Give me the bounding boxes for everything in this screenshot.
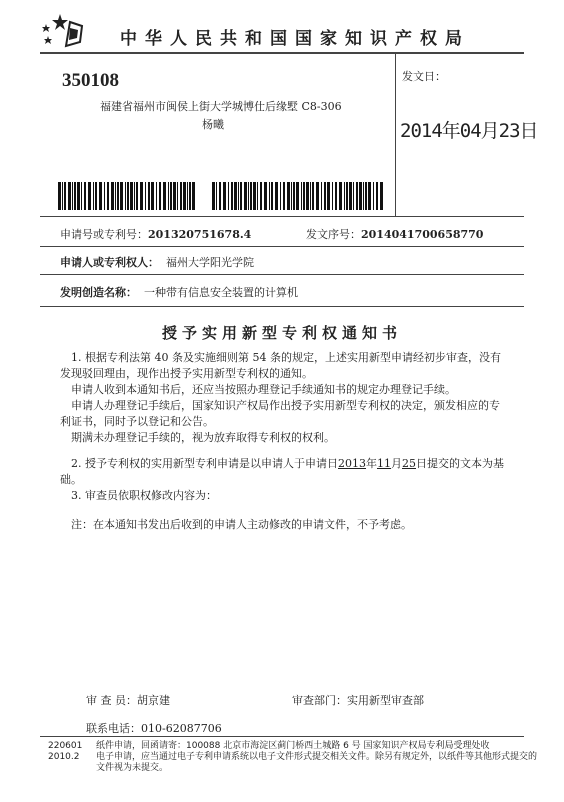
- barcode-bar: [107, 182, 109, 210]
- p2-pre: 2. 授予专利权的实用新型专利申请是以申请人于申请日: [71, 457, 338, 470]
- footer-line-3: 文件视为未提交。: [96, 763, 169, 773]
- barcode-bar: [104, 182, 105, 210]
- barcode-bar: [216, 182, 217, 210]
- barcode-bar: [244, 182, 247, 210]
- barcode-bar: [212, 182, 215, 210]
- paragraph-1c: 申请人办理登记手续后，国家知识产权局作出授予实用新型专利权的决定，颁发相应的专利证书，同时予以登记和公告。: [60, 399, 500, 428]
- examiner-value: 胡京建: [137, 694, 170, 707]
- serial-row: [306, 226, 483, 242]
- barcode-bar: [120, 182, 123, 210]
- barcode-bar: [271, 182, 273, 210]
- barcode-bar: [68, 182, 71, 210]
- barcode-bar: [287, 182, 290, 210]
- paragraph-3: [60, 488, 508, 504]
- applicant-value: 福州大学阳光学院: [166, 256, 254, 269]
- applicant-row: [60, 254, 254, 270]
- barcode-bar: [310, 182, 311, 210]
- barcode-bar: [264, 182, 267, 210]
- barcode-bar: [269, 182, 270, 210]
- barcode-bar: [145, 182, 146, 210]
- barcode-bar: [84, 182, 86, 210]
- barcode-bar: [64, 182, 66, 210]
- barcode-left: [58, 182, 198, 210]
- barcode-bar: [238, 182, 239, 210]
- barcode-bar: [219, 182, 221, 210]
- barcode-bar: [148, 182, 150, 210]
- divider-4: [40, 306, 524, 307]
- recipient-address: 福建省福州市闽侯上街大学城博仕后缘墅 C8-306: [100, 100, 342, 113]
- barcode-bar: [301, 182, 302, 210]
- barcode-bar: [223, 182, 226, 210]
- applicant-label: 申请人或专利权人：: [60, 256, 159, 269]
- barcode-bar: [180, 182, 182, 210]
- p2-day: 25: [402, 457, 416, 470]
- app-no-row: [60, 226, 251, 242]
- barcode-bar: [346, 182, 348, 210]
- barcode-bar: [173, 182, 176, 210]
- barcode-bar: [253, 182, 256, 210]
- paragraph-1d: 期满未办理登记手续的，视为放弃取得专利权的权利。: [71, 431, 335, 444]
- barcode-bar: [296, 182, 299, 210]
- barcode-bar: [332, 182, 333, 210]
- divider-2: [40, 246, 524, 247]
- barcode-bar: [187, 182, 188, 210]
- barcode-bar: [170, 182, 172, 210]
- barcode-bar: [240, 182, 242, 210]
- barcode-bar: [140, 182, 143, 210]
- barcode-right: [212, 182, 386, 210]
- footer-divider: [40, 736, 524, 737]
- examiner-label: 审 查 员：: [86, 694, 137, 707]
- dept-label: 审查部门：: [292, 694, 347, 707]
- header-divider: [40, 52, 524, 54]
- barcode-bar: [183, 182, 186, 210]
- notice-body: [60, 350, 508, 446]
- barcode-bar: [125, 182, 126, 210]
- divider-3: [40, 274, 524, 275]
- barcode-bar: [130, 182, 133, 210]
- barcode-bar: [81, 182, 82, 210]
- cnipa-logo-icon: [40, 12, 86, 50]
- barcode-bar: [159, 182, 161, 210]
- barcode-bar: [248, 182, 249, 210]
- barcode-bar: [324, 182, 326, 210]
- barcode-bar: [62, 182, 63, 210]
- paragraph-3-text: 3. 审查员依职权修改内容为：: [71, 489, 217, 502]
- barcode-bar: [192, 182, 195, 210]
- barcode-bar: [373, 182, 374, 210]
- barcode-bar: [303, 182, 305, 210]
- barcode-bar: [115, 182, 116, 210]
- barcode-bar: [177, 182, 178, 210]
- barcode-bar: [189, 182, 191, 210]
- barcode-bar: [339, 182, 342, 210]
- barcode-bar: [293, 182, 295, 210]
- barcode-bar: [327, 182, 330, 210]
- barcode-bar: [356, 182, 358, 210]
- serial-value: 2014041700658770: [361, 228, 484, 241]
- paragraph-1: 1. 根据专利法第 40 条及实施细则第 54 条的规定，上述实用新型申请经初步审查，没有发现驳回理由，现作出授予实用新型专利权的通知。: [60, 351, 501, 380]
- barcode-bar: [335, 182, 337, 210]
- barcode-bar: [228, 182, 229, 210]
- barcode-bar: [283, 182, 285, 210]
- p2-year-unit: 年: [366, 457, 377, 470]
- barcode-bar: [111, 182, 114, 210]
- barcode-bar: [74, 182, 76, 210]
- send-date-label: 发文日：: [402, 70, 446, 83]
- p2-month-unit: 月: [391, 457, 402, 470]
- note-text: 注：在本通知书发出后收到的申请人主动修改的申请文件，不予考虑。: [71, 518, 412, 531]
- barcode-bar: [306, 182, 309, 210]
- barcode-bar: [127, 182, 129, 210]
- barcode-bar: [95, 182, 97, 210]
- form-date: 2010.2: [48, 752, 80, 762]
- barcode-bar: [321, 182, 322, 210]
- form-code: 220601: [48, 741, 83, 751]
- barcode-bar: [275, 182, 278, 210]
- barcode-bar: [99, 182, 102, 210]
- barcode-bar: [134, 182, 135, 210]
- barcode-bar: [77, 182, 80, 210]
- barcode-bar: [312, 182, 314, 210]
- paragraph-2: [60, 456, 508, 488]
- barcode-bar: [156, 182, 157, 210]
- footer-line-1: 纸件申请，回函请寄：100088 北京市海淀区蓟门桥西土城路 6 号 国家知识产权局专利局受理处收: [96, 741, 490, 751]
- barcode-bar: [93, 182, 94, 210]
- p2-year: 2013: [338, 457, 366, 470]
- dept-value: 实用新型审查部: [347, 694, 424, 707]
- barcode-bar: [136, 182, 138, 210]
- page-header-title: 中华人民共和国国家知识产权局: [120, 29, 470, 49]
- phone-row: [86, 720, 222, 736]
- barcode-bar: [151, 182, 154, 210]
- dept-row: [292, 692, 424, 708]
- barcode-bar: [234, 182, 237, 210]
- p2-month: 11: [377, 457, 391, 470]
- send-date-value: 2014年04月23日: [400, 120, 538, 142]
- barcode-bar: [280, 182, 281, 210]
- barcode-bar: [363, 182, 364, 210]
- barcode-bar: [231, 182, 233, 210]
- address-divider: [395, 54, 396, 216]
- serial-label: 发文序号：: [306, 228, 361, 241]
- barcode-bar: [257, 182, 258, 210]
- barcode-bar: [250, 182, 252, 210]
- paragraph-1b: 申请人收到本通知书后，还应当按照办理登记手续通知书的规定办理登记手续。: [71, 383, 456, 396]
- barcode-bar: [376, 182, 378, 210]
- recipient-name: 杨曦: [202, 118, 224, 131]
- note: [60, 517, 508, 533]
- p2-post: 日提交的文本为基础。: [60, 457, 504, 486]
- barcode-bar: [368, 182, 371, 210]
- barcode-bar: [359, 182, 362, 210]
- app-no-label: 申请号或专利号：: [60, 228, 148, 241]
- app-no-value: 201320751678.4: [148, 228, 252, 241]
- phone-value: 010-62087706: [141, 722, 222, 735]
- barcode-bar: [168, 182, 169, 210]
- invention-row: [60, 284, 298, 300]
- phone-label: 联系电话：: [86, 722, 141, 735]
- barcode-bar: [291, 182, 292, 210]
- barcode-bar: [260, 182, 262, 210]
- barcode-bar: [344, 182, 345, 210]
- barcode-bar: [380, 182, 383, 210]
- postal-code: 350108: [62, 70, 119, 91]
- invention-label: 发明创造名称：: [60, 286, 137, 299]
- barcode-bar: [117, 182, 119, 210]
- footer-line-2: 电子申请，应当通过电子专利申请系统以电子文件形式提交相关文件。除另有规定外，以纸件等其他形式提交的: [96, 752, 538, 762]
- barcode-bar: [58, 182, 61, 210]
- invention-value: 一种带有信息安全装置的计算机: [144, 286, 298, 299]
- barcode-bar: [163, 182, 166, 210]
- divider-1: [40, 216, 524, 217]
- notice-title: 授予实用新型专利权通知书: [161, 324, 402, 342]
- barcode-bar: [72, 182, 73, 210]
- barcode-bar: [88, 182, 91, 210]
- barcode-bar: [349, 182, 352, 210]
- barcode-bar: [316, 182, 319, 210]
- barcode-bar: [353, 182, 354, 210]
- barcode-bar: [365, 182, 367, 210]
- examiner-row: [86, 692, 170, 708]
